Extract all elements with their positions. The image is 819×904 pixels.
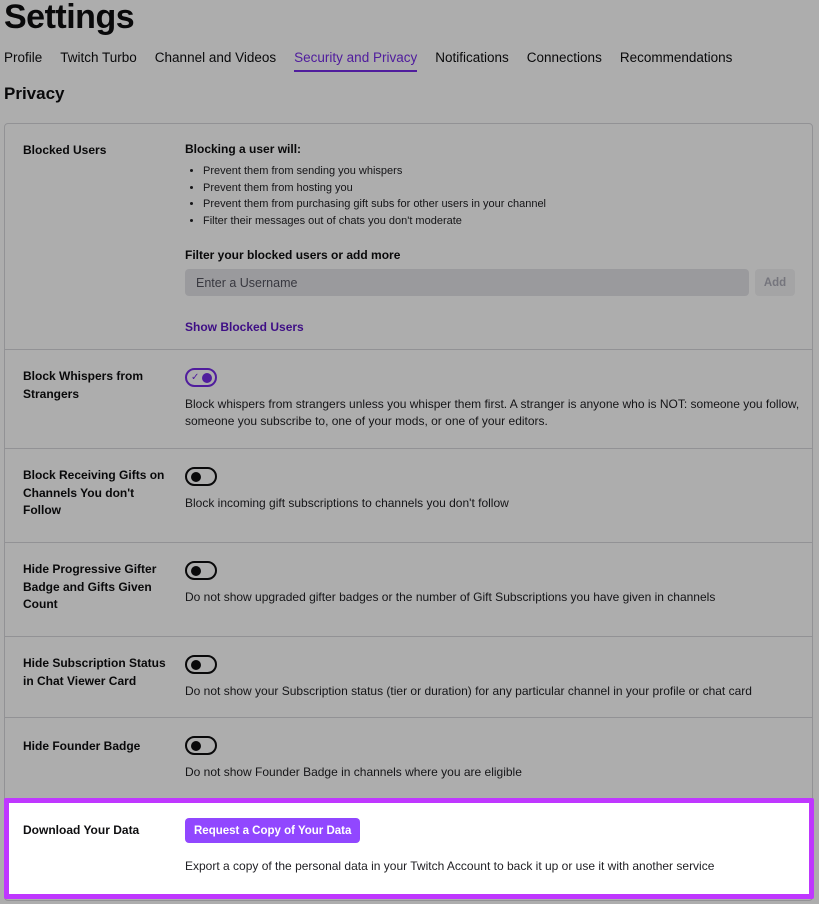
setting-label: Block Receiving Gifts on Channels You don't Follow xyxy=(23,468,165,517)
hide-subscription-status-toggle[interactable] xyxy=(185,655,217,674)
blocked-users-body xyxy=(185,142,800,336)
blocked-users-label: Blocked Users xyxy=(23,143,107,157)
show-blocked-users-link[interactable]: Show Blocked Users xyxy=(185,320,304,334)
tab-twitch-turbo[interactable]: Twitch Turbo xyxy=(60,50,137,65)
setting-body xyxy=(185,561,800,606)
setting-body xyxy=(185,736,800,781)
block-gifts-toggle[interactable] xyxy=(185,467,217,486)
setting-label: Hide Founder Badge xyxy=(23,739,141,753)
section-title: Privacy xyxy=(4,84,65,103)
tab-recommendations[interactable]: Recommendations xyxy=(619,50,733,65)
setting-description: Block whispers from strangers unless you whisper them first. A stranger is anyone who is NOT: someone you follow, someone you subscribe to, one of your mods, or one of your editors. xyxy=(185,397,800,428)
settings-tabs xyxy=(4,50,750,72)
toggle-knob xyxy=(191,472,201,482)
tab-security-and-privacy[interactable]: Security and Privacy xyxy=(294,50,417,72)
setting-row-hide-founder-badge xyxy=(5,718,812,799)
download-data-label: Download Your Data xyxy=(23,823,140,837)
download-data-body xyxy=(185,818,800,875)
page-title: Settings xyxy=(4,0,135,36)
list-item: • Prevent them from purchasing gift subs for other users in your channel xyxy=(203,196,800,213)
setting-label: Block Whispers from Strangers xyxy=(23,369,144,401)
privacy-card xyxy=(4,123,813,901)
toggle-knob xyxy=(191,660,201,670)
add-button[interactable]: Add xyxy=(755,269,795,296)
username-input[interactable] xyxy=(185,269,749,296)
blocking-heading: Blocking a user will: xyxy=(185,142,302,156)
tab-notifications[interactable]: Notifications xyxy=(435,50,509,65)
list-item: • Prevent them from sending you whispers xyxy=(203,163,800,180)
setting-row-hide-subscription-status xyxy=(5,637,812,718)
tab-profile[interactable]: Profile xyxy=(4,50,43,65)
toggle-knob xyxy=(191,566,201,576)
checkmark-icon: ✓ xyxy=(191,372,200,383)
setting-description: Do not show upgraded gifter badges or the number of Gift Subscriptions you have given in channels xyxy=(185,590,716,604)
setting-label: Hide Subscription Status in Chat Viewer Card xyxy=(23,656,166,688)
list-item: • Prevent them from hosting you xyxy=(203,180,800,197)
setting-body xyxy=(185,368,800,430)
setting-description: Do not show your Subscription status (tier or duration) for any particular channel in your profile or chat card xyxy=(185,684,752,698)
hide-gifter-badge-toggle[interactable] xyxy=(185,561,217,580)
filter-row xyxy=(185,269,800,296)
request-data-button[interactable]: Request a Copy of Your Data xyxy=(185,818,360,843)
tab-channel-and-videos[interactable]: Channel and Videos xyxy=(154,50,277,65)
blocked-users-row xyxy=(5,124,812,350)
setting-body xyxy=(185,655,800,700)
block-whispers-toggle[interactable] xyxy=(185,368,217,387)
tab-connections[interactable]: Connections xyxy=(526,50,602,65)
blocking-effects-list xyxy=(185,163,800,229)
setting-label: Hide Progressive Gifter Badge and Gifts Given Count xyxy=(23,562,157,611)
setting-row-block-gifts xyxy=(5,449,812,543)
list-item: • Filter their messages out of chats you don't moderate xyxy=(203,213,800,230)
download-data-description: Export a copy of the personal data in your Twitch Account to back it up or use it with another service xyxy=(185,859,715,873)
hide-founder-badge-toggle[interactable] xyxy=(185,736,217,755)
setting-body xyxy=(185,467,800,512)
setting-description: Do not show Founder Badge in channels where you are eligible xyxy=(185,765,522,779)
toggle-knob xyxy=(191,741,201,751)
setting-description: Block incoming gift subscriptions to channels you don't follow xyxy=(185,496,509,510)
setting-row-hide-gifter-badge xyxy=(5,543,812,637)
filter-heading: Filter your blocked users or add more xyxy=(185,248,401,262)
setting-row-block-whispers xyxy=(5,350,812,449)
toggle-knob xyxy=(202,373,212,383)
download-data-section xyxy=(4,798,814,899)
